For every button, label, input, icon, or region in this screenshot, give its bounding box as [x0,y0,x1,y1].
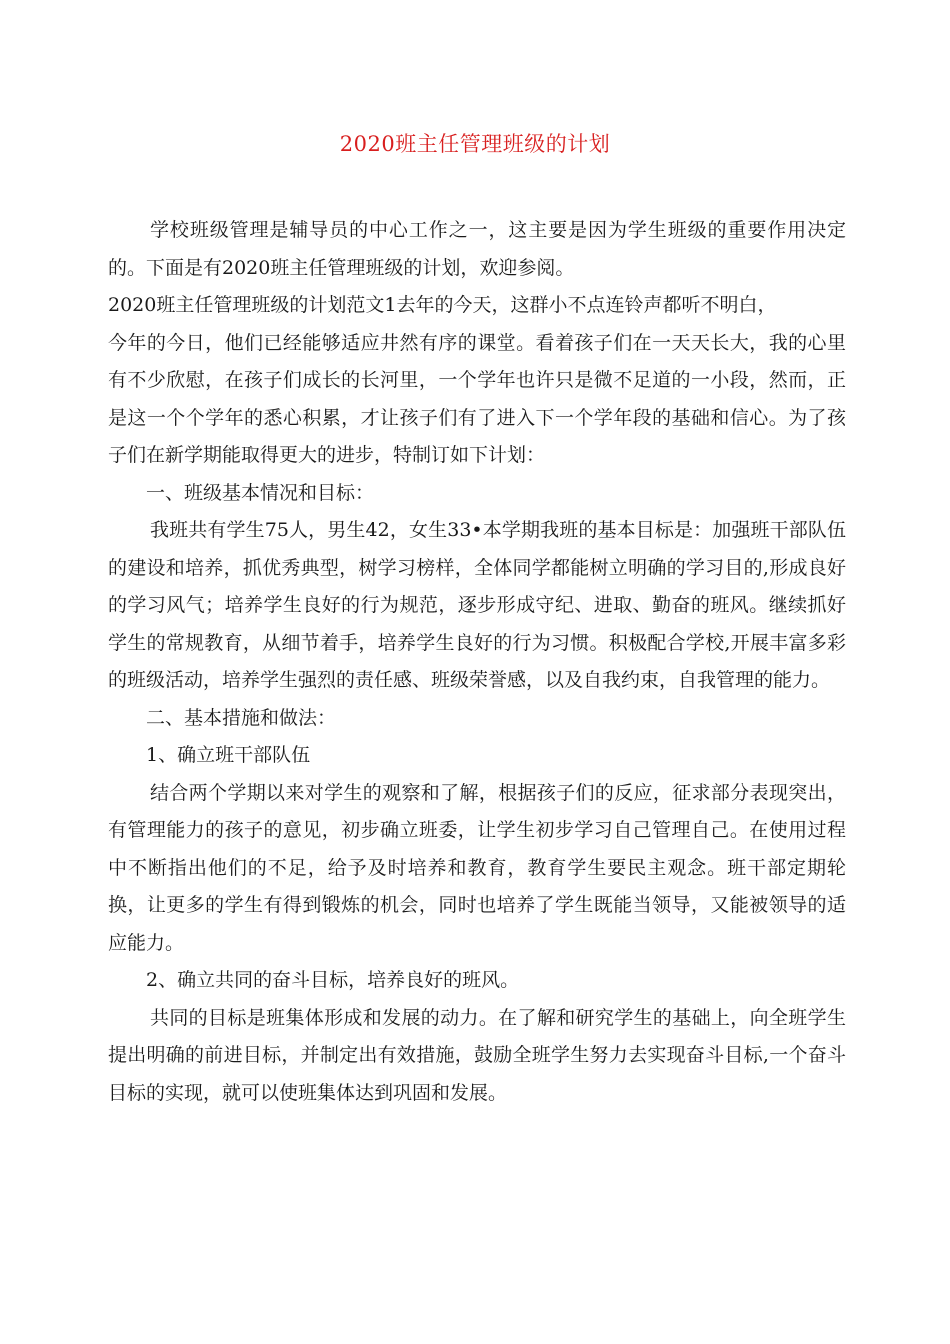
paragraph-opening: 今年的今日，他们已经能够适应井然有序的课堂。看着孩子们在一天天长大，我的心里有不少欣慰，在孩子们成长的长河里，一个学年也许只是微不足道的一小段，然而，正是这一个个学年的悉心积累，才让孩子们有了进入下一个学年段的基础和信心。为了孩子们在新学期能取得更大的进步，特制订如下计划： [108,331,846,466]
section-heading-2: 二、基本措施和做法： [146,706,337,729]
paragraph-sample-heading: 2020班主任管理班级的计划范文1去年的今天，这群小不点连铃声都听不明白， [108,294,777,316]
paragraph-class-info: 我班共有学生75人，男生42，女生33•本学期我班的基本目标是：加强班干部队伍的建设和培养，抓优秀典型，树学习榜样，全体同学都能树立明确的学习目的,形成良好的学习风气；培养学生良好的行为规范，逐步形成守纪、进取、勤奋的班风。继续抓好学生的常规教育，从细节着手，培养学生良好的行为习惯。积极配合学校,开展丰富多彩的班级活动，培养学生强烈的责任感、班级荣誉感，以及自我约束，自我管理的能力。 [108,519,846,691]
paragraph-goals: 共同的目标是班集体形成和发展的动力。在了解和研究学生的基础上，向全班学生提出明确的前进目标，并制定出有效措施，鼓励全班学生努力去实现奋斗目标,一个奋斗目标的实现，就可以使班集体达到巩固和发展。 [108,1006,846,1104]
paragraph-intro: 学校班级管理是辅导员的中心工作之一，这主要是因为学生班级的重要作用决定的。下面是有2020班主任管理班级的计划，欢迎参阅。 [108,219,846,279]
section-heading-1: 一、班级基本情况和目标： [146,481,375,504]
subheading-1: 1、确立班干部队伍 [146,744,311,766]
document-body [108,212,846,1112]
subheading-2: 2、确立共同的奋斗目标，培养良好的班风。 [146,969,520,991]
paragraph-cadres: 结合两个学期以来对学生的观察和了解，根据孩子们的反应，征求部分表现突出，有管理能力的孩子的意见，初步确立班委，让学生初步学习自己管理自己。在使用过程中不断指出他们的不足，给予及时培养和教育，教育学生要民主观念。班干部定期轮换，让更多的学生有得到锻炼的机会，同时也培养了学生既能当领导，又能被领导的适应能力。 [108,781,846,954]
page-title: 2020班主任管理班级的计划 [339,132,611,156]
